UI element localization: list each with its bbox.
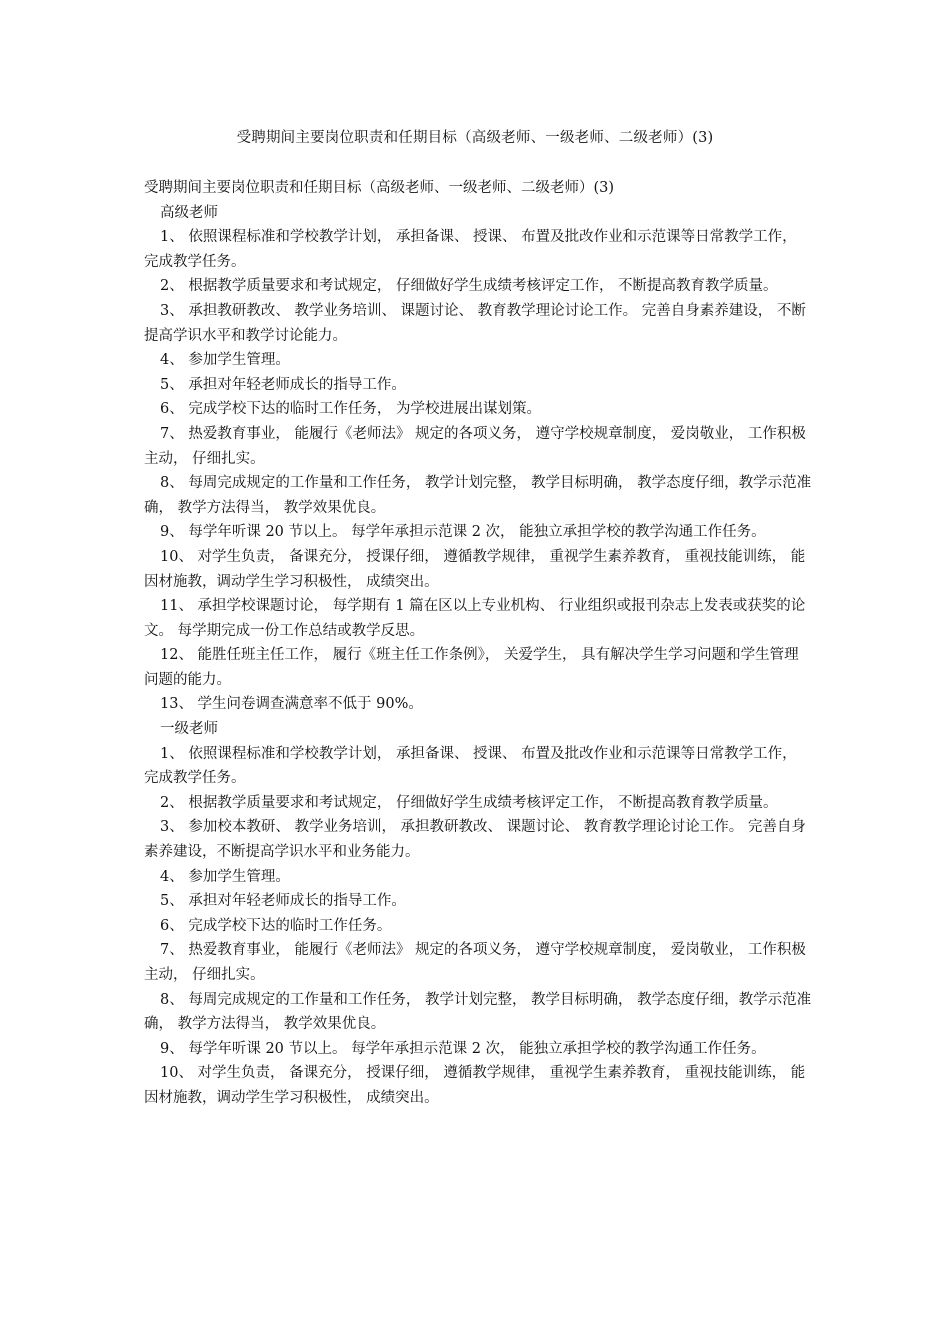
duty-item: 7、 热爱教育事业， 能履行《老师法》 规定的各项义务， 遵守学校规章制度， 爱岗敬业， 工作积极主动， 仔细扎实。 <box>144 942 806 983</box>
duty-item: 3、 承担教研教改、 教学业务培训、 课题讨论、 教育教学理论讨论工作。 完善自身素养建设， 不断提高学识水平和教学讨论能力。 <box>144 302 806 344</box>
duty-item: 9、 每学年听课 20 节以上。 每学年承担示范课 2 次， 能独立承担学校的教学沟通工作任务。 <box>160 524 766 541</box>
duty-item: 3、 参加校本教研、 教学业务培训， 承担教研教改、 课题讨论、 教育教学理论讨论工作。 完善自身素养建设，不断提高学识水平和业务能力。 <box>144 819 806 861</box>
duty-item: 6、 完成学校下达的临时工作任务。 <box>160 917 392 934</box>
duty-item: 1、 依照课程标准和学校教学计划， 承担备课、 授课、 布置及批改作业和示范课等日常教学工作， 完成教学任务。 <box>144 229 802 270</box>
duty-item: 9、 每学年听课 20 节以上。 每学年承担示范课 2 次， 能独立承担学校的教学沟通工作任务。 <box>160 1040 766 1057</box>
duty-item: 11、 承担学校课题讨论， 每学期有 1 篇在区以上专业机构、 行业组织或报刊杂志上发表或获奖的论文。 每学期完成一份工作总结或教学反思。 <box>144 598 806 639</box>
page-title: 受聘期间主要岗位职责和任期目标（高级老师、一级老师、二级老师）(3) <box>236 130 714 146</box>
duty-item: 1、 依照课程标准和学校教学计划， 承担备课、 授课、 布置及批改作业和示范课等日常教学工作， 完成教学任务。 <box>144 745 802 787</box>
duty-item: 7、 热爱教育事业， 能履行《老师法》 规定的各项义务， 遵守学校规章制度， 爱岗敬业， 工作积极主动， 仔细扎实。 <box>144 425 806 467</box>
duty-item: 8、 每周完成规定的工作量和工作任务， 教学计划完整， 教学目标明确， 教学态度仔细，教学示范准确， 教学方法得当， 教学效果优良。 <box>144 991 812 1033</box>
section-heading: 高级老师 <box>160 204 218 221</box>
duty-item: 12、 能胜任班主任工作， 履行《班主任工作条例》， 关爱学生， 具有解决学生学习问题和学生管理问题的能力。 <box>144 647 799 688</box>
duty-item: 6、 完成学校下达的临时工作任务， 为学校进展出谋划策。 <box>160 401 541 418</box>
duty-item: 4、 参加学生管理。 <box>160 868 290 885</box>
section-heading: 一级老师 <box>160 721 218 738</box>
duty-item: 8、 每周完成规定的工作量和工作任务， 教学计划完整， 教学目标明确， 教学态度仔细，教学示范准确， 教学方法得当， 教学效果优良。 <box>144 475 812 516</box>
duty-item: 13、 学生问卷调查满意率不低于 90%。 <box>160 696 423 713</box>
document-subtitle: 受聘期间主要岗位职责和任期目标（高级老师、一级老师、二级老师）(3) <box>144 180 615 196</box>
duty-item: 4、 参加学生管理。 <box>160 352 290 369</box>
document-body <box>144 176 812 1111</box>
duty-item: 5、 承担对年轻老师成长的指导工作。 <box>160 893 406 910</box>
duty-item: 2、 根据教学质量要求和考试规定， 仔细做好学生成绩考核评定工作， 不断提高教育教学质量。 <box>160 794 778 811</box>
duty-item: 5、 承担对年轻老师成长的指导工作。 <box>160 376 406 393</box>
duty-item: 10、 对学生负责， 备课充分， 授课仔细， 遵循教学规律， 重视学生素养教育， 重视技能训练， 能因材施教，调动学生学习积极性， 成绩突出。 <box>144 548 806 590</box>
duty-item: 10、 对学生负责， 备课充分， 授课仔细， 遵循教学规律， 重视学生素养教育， 重视技能训练， 能因材施教，调动学生学习积极性， 成绩突出。 <box>144 1065 806 1106</box>
duty-item: 2、 根据教学质量要求和考试规定， 仔细做好学生成绩考核评定工作， 不断提高教育教学质量。 <box>160 278 778 295</box>
